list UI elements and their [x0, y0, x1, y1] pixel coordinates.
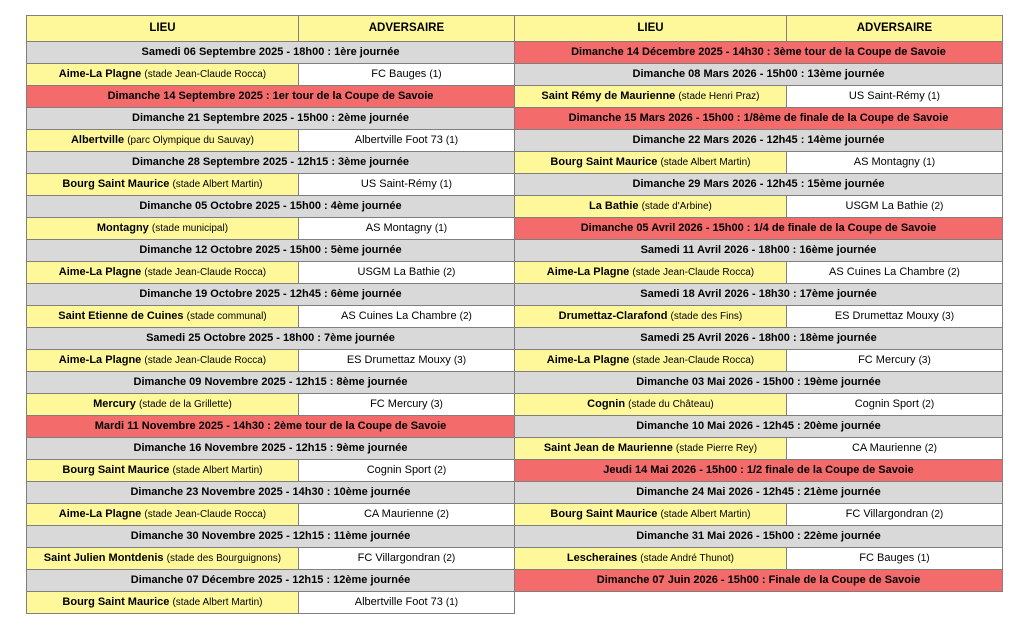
matchday-row	[515, 240, 1003, 262]
opponent-cell	[298, 394, 514, 416]
opponent-level: (2)	[931, 201, 944, 212]
stadium-name: (stade Jean-Claude Rocca)	[144, 69, 267, 80]
matchday-row	[27, 328, 515, 350]
opponent-cell	[786, 548, 1002, 570]
matchday-row	[515, 526, 1003, 548]
schedule-table-left	[26, 15, 515, 614]
match-row	[27, 460, 515, 482]
matchday-row	[27, 152, 515, 174]
schedule-body-left	[27, 42, 515, 614]
opponent-level: (1)	[434, 223, 448, 234]
venue-cell	[515, 196, 787, 218]
matchday-label: Dimanche 07 Décembre 2025 - 12h15 : 12ème journée	[27, 570, 515, 592]
matchday-row	[27, 526, 515, 548]
matchday-row	[515, 416, 1003, 438]
cup-round-label: Mardi 11 Novembre 2025 - 14h30 : 2ème tour de la Coupe de Savoie	[27, 416, 515, 438]
matchday-row	[27, 196, 515, 218]
venue-name: Saint Jean de Maurienne	[543, 442, 673, 454]
matchday-row	[27, 482, 515, 504]
venue-name: Aime-La Plagne	[58, 354, 142, 366]
match-row	[515, 152, 1003, 174]
cup-round-row	[27, 416, 515, 438]
venue-name: Bourg Saint Maurice	[550, 156, 658, 168]
stadium-name: (stade Albert Martin)	[172, 597, 263, 608]
opponent-name: Cognin Sport	[854, 398, 919, 410]
matchday-label: Samedi 11 Avril 2026 - 18h00 : 16ème journée	[515, 240, 1003, 262]
opponent-name: US Saint-Rémy	[848, 90, 925, 102]
venue-cell	[515, 350, 787, 372]
venue-cell	[27, 174, 299, 196]
opponent-level: (2)	[924, 443, 937, 454]
stadium-name: (stade des Bourguignons)	[166, 553, 282, 564]
opponent-level: (1)	[917, 553, 930, 564]
venue-cell	[515, 306, 787, 328]
opponent-level: (2)	[436, 509, 449, 520]
opponent-cell	[298, 64, 514, 86]
header-adversaire: ADVERSAIRE	[786, 16, 1002, 42]
venue-name: Saint Rémy de Maurienne	[541, 90, 676, 102]
matchday-label: Dimanche 09 Novembre 2025 - 12h15 : 8ème journée	[27, 372, 515, 394]
venue-cell	[515, 504, 787, 526]
opponent-cell	[786, 262, 1002, 284]
venue-cell	[515, 262, 787, 284]
opponent-level: (2)	[433, 465, 447, 476]
matchday-row	[515, 482, 1003, 504]
venue-name: Aime-La Plagne	[58, 266, 142, 278]
opponent-cell	[298, 130, 514, 152]
cup-round-label: Dimanche 14 Décembre 2025 - 14h30 : 3ème tour de la Coupe de Savoie	[515, 42, 1003, 64]
opponent-name: CA Maurienne	[851, 442, 922, 454]
venue-cell	[27, 306, 299, 328]
opponent-cell	[786, 350, 1002, 372]
stadium-name: (stade Jean-Claude Rocca)	[144, 509, 267, 520]
matchday-label: Dimanche 22 Mars 2026 - 12h45 : 14ème journée	[515, 130, 1003, 152]
opponent-name: FC Bauges	[371, 68, 427, 80]
matchday-label: Dimanche 03 Mai 2026 - 15h00 : 19ème journée	[515, 372, 1003, 394]
cup-round-row	[27, 86, 515, 108]
matchday-label: Dimanche 24 Mai 2026 - 12h45 : 21ème journée	[515, 482, 1003, 504]
venue-cell	[27, 262, 299, 284]
venue-name: Albertville	[70, 134, 125, 146]
opponent-name: CA Maurienne	[363, 508, 434, 520]
opponent-name: AS Montagny	[365, 222, 432, 234]
opponent-name: Albertville Foot 73	[354, 596, 443, 608]
match-row	[27, 548, 515, 570]
opponent-cell	[298, 350, 514, 372]
cup-round-label: Dimanche 14 Septembre 2025 : 1er tour de la Coupe de Savoie	[27, 86, 515, 108]
opponent-name: FC Mercury	[858, 354, 916, 366]
matchday-label: Dimanche 05 Octobre 2025 - 15h00 : 4ème journée	[27, 196, 515, 218]
header-lieu: LIEU	[515, 16, 787, 42]
match-row	[27, 218, 515, 240]
cup-round-label: Dimanche 07 Juin 2026 - 15h00 : Finale de la Coupe de Savoie	[515, 570, 1003, 592]
opponent-cell	[786, 504, 1002, 526]
matchday-row	[27, 284, 515, 306]
matchday-row	[515, 64, 1003, 86]
matchday-label: Dimanche 19 Octobre 2025 - 12h45 : 6ème journée	[27, 284, 515, 306]
venue-cell	[27, 504, 299, 526]
opponent-cell	[786, 196, 1002, 218]
opponent-cell	[298, 548, 514, 570]
matchday-label: Dimanche 21 Septembre 2025 - 15h00 : 2ème journée	[27, 108, 515, 130]
venue-cell	[27, 592, 299, 614]
matchday-label: Samedi 25 Octobre 2025 - 18h00 : 7ème journée	[27, 328, 515, 350]
matchday-label: Dimanche 12 Octobre 2025 - 15h00 : 5ème journée	[27, 240, 515, 262]
matchday-label: Dimanche 31 Mai 2026 - 15h00 : 22ème journée	[515, 526, 1003, 548]
matchday-row	[27, 42, 515, 64]
opponent-name: FC Mercury	[370, 398, 428, 410]
opponent-cell	[298, 174, 514, 196]
opponent-cell	[786, 306, 1002, 328]
stadium-name: (stade Jean-Claude Rocca)	[144, 267, 267, 278]
venue-cell	[515, 438, 787, 460]
opponent-name: FC Bauges	[859, 552, 915, 564]
matchday-row	[27, 240, 515, 262]
match-row	[27, 262, 515, 284]
matchday-label: Samedi 06 Septembre 2025 - 18h00 : 1ère journée	[27, 42, 515, 64]
opponent-cell	[786, 86, 1002, 108]
venue-cell	[27, 64, 299, 86]
matchday-row	[515, 284, 1003, 306]
venue-cell	[27, 350, 299, 372]
venue-name: Aime-La Plagne	[58, 508, 142, 520]
matchday-row	[27, 372, 515, 394]
opponent-level: (1)	[439, 179, 452, 190]
venue-name: Montagny	[96, 222, 149, 234]
matchday-row	[515, 174, 1003, 196]
match-row	[515, 394, 1003, 416]
schedule-table-right	[514, 15, 1003, 592]
opponent-level: (3)	[453, 355, 467, 366]
stadium-name: (stade de la Grillette)	[138, 399, 232, 410]
stadium-name: (stade Albert Martin)	[660, 509, 751, 520]
match-row	[27, 394, 515, 416]
matchday-label: Dimanche 30 Novembre 2025 - 12h15 : 11ème journée	[27, 526, 515, 548]
opponent-level: (2)	[443, 553, 456, 564]
stadium-name: (stade municipal)	[151, 223, 229, 234]
opponent-level: (3)	[941, 311, 955, 322]
opponent-name: AS Montagny	[853, 156, 920, 168]
matchday-row	[515, 328, 1003, 350]
opponent-name: ES Drumettaz Mouxy	[834, 310, 939, 322]
cup-round-row	[515, 570, 1003, 592]
matchday-label: Samedi 25 Avril 2026 - 18h00 : 18ème journée	[515, 328, 1003, 350]
stadium-name: (stade Albert Martin)	[172, 179, 263, 190]
matchday-label: Dimanche 29 Mars 2026 - 12h45 : 15ème journée	[515, 174, 1003, 196]
venue-cell	[515, 152, 787, 174]
opponent-cell	[298, 504, 514, 526]
stadium-name: (stade Jean-Claude Rocca)	[632, 267, 755, 278]
opponent-level: (2)	[947, 267, 960, 278]
match-row	[515, 350, 1003, 372]
matchday-label: Dimanche 28 Septembre 2025 - 12h15 : 3ème journée	[27, 152, 515, 174]
stadium-name: (stade d'Arbine)	[641, 201, 712, 212]
header-row	[27, 16, 515, 42]
matchday-row	[27, 570, 515, 592]
opponent-name: Cognin Sport	[366, 464, 431, 476]
venue-cell	[27, 394, 299, 416]
match-row	[27, 350, 515, 372]
match-row	[515, 438, 1003, 460]
match-row	[515, 504, 1003, 526]
venue-cell	[27, 460, 299, 482]
opponent-level: (1)	[445, 597, 459, 608]
stadium-name: (stade André Thunot)	[640, 553, 735, 564]
matchday-row	[515, 372, 1003, 394]
venue-cell	[27, 548, 299, 570]
header-lieu: LIEU	[27, 16, 299, 42]
opponent-level: (3)	[430, 399, 443, 410]
venue-cell	[515, 394, 787, 416]
stadium-name: (stade Jean-Claude Rocca)	[144, 355, 267, 366]
stadium-name: (parc Olympique du Sauvay)	[127, 135, 254, 146]
stadium-name: (stade Jean-Claude Rocca)	[632, 355, 755, 366]
match-row	[27, 592, 515, 614]
match-row	[27, 130, 515, 152]
opponent-cell	[298, 592, 514, 614]
matchday-label: Dimanche 16 Novembre 2025 - 12h15 : 9ème journée	[27, 438, 515, 460]
opponent-cell	[298, 262, 514, 284]
opponent-cell	[298, 218, 514, 240]
cup-round-row	[515, 218, 1003, 240]
opponent-name: USGM La Bathie	[357, 266, 441, 278]
venue-name: Saint Etienne de Cuines	[58, 310, 184, 322]
match-row	[27, 504, 515, 526]
stadium-name: (stade Pierre Rey)	[675, 443, 758, 454]
stadium-name: (stade du Château)	[628, 399, 714, 410]
venue-name: Saint Julien Montdenis	[43, 552, 164, 564]
opponent-cell	[786, 394, 1002, 416]
opponent-name: ES Drumettaz Mouxy	[346, 354, 451, 366]
matchday-row	[515, 130, 1003, 152]
venue-cell	[515, 548, 787, 570]
venue-cell	[515, 86, 787, 108]
match-row	[515, 548, 1003, 570]
opponent-level: (2)	[443, 267, 456, 278]
match-row	[27, 306, 515, 328]
venue-name: La Bathie	[589, 200, 639, 212]
cup-round-row	[515, 108, 1003, 130]
stadium-name: (stade Henri Praz)	[678, 91, 760, 102]
match-row	[27, 174, 515, 196]
stadium-name: (stade Albert Martin)	[660, 157, 751, 168]
venue-name: Drumettaz-Clarafond	[558, 310, 668, 322]
match-row	[515, 86, 1003, 108]
match-row	[515, 196, 1003, 218]
opponent-name: Albertville Foot 73	[354, 134, 443, 146]
venue-name: Aime-La Plagne	[58, 68, 142, 80]
cup-round-row	[515, 460, 1003, 482]
opponent-cell	[786, 438, 1002, 460]
venue-name: Bourg Saint Maurice	[62, 464, 170, 476]
matchday-label: Dimanche 10 Mai 2026 - 12h45 : 20ème journée	[515, 416, 1003, 438]
opponent-level: (3)	[918, 355, 931, 366]
opponent-level: (1)	[927, 91, 940, 102]
match-row	[27, 64, 515, 86]
stadium-name: (stade des Fins)	[670, 311, 743, 322]
venue-name: Cognin	[587, 398, 626, 410]
venue-name: Bourg Saint Maurice	[550, 508, 658, 520]
cup-round-label: Dimanche 15 Mars 2026 - 15h00 : 1/8ème de finale de la Coupe de Savoie	[515, 108, 1003, 130]
opponent-level: (1)	[445, 135, 459, 146]
match-row	[515, 306, 1003, 328]
opponent-cell	[298, 460, 514, 482]
matchday-row	[27, 108, 515, 130]
opponent-level: (1)	[429, 69, 442, 80]
matchday-row	[27, 438, 515, 460]
venue-name: Bourg Saint Maurice	[62, 596, 170, 608]
opponent-cell	[786, 152, 1002, 174]
venue-cell	[27, 130, 299, 152]
opponent-name: US Saint-Rémy	[360, 178, 437, 190]
header-adversaire: ADVERSAIRE	[298, 16, 514, 42]
match-row	[515, 262, 1003, 284]
matchday-label: Dimanche 08 Mars 2026 - 15h00 : 13ème journée	[515, 64, 1003, 86]
venue-name: Lescheraines	[566, 552, 638, 564]
opponent-name: FC Villargondran	[357, 552, 440, 564]
venue-cell	[27, 218, 299, 240]
venue-name: Aime-La Plagne	[546, 354, 630, 366]
cup-round-label: Dimanche 05 Avril 2026 - 15h00 : 1/4 de finale de la Coupe de Savoie	[515, 218, 1003, 240]
opponent-level: (2)	[459, 311, 472, 322]
stadium-name: (stade communal)	[186, 311, 267, 322]
opponent-name: USGM La Bathie	[845, 200, 929, 212]
matchday-label: Samedi 18 Avril 2026 - 18h30 : 17ème journée	[515, 284, 1003, 306]
header-row	[515, 16, 1003, 42]
opponent-cell	[298, 306, 514, 328]
matchday-label: Dimanche 23 Novembre 2025 - 14h30 : 10ème journée	[27, 482, 515, 504]
schedule-body-right	[515, 42, 1003, 592]
opponent-name: AS Cuines La Chambre	[829, 266, 945, 278]
cup-round-label: Jeudi 14 Mai 2026 - 15h00 : 1/2 finale de la Coupe de Savoie	[515, 460, 1003, 482]
venue-name: Aime-La Plagne	[546, 266, 630, 278]
opponent-name: AS Cuines La Chambre	[341, 310, 457, 322]
venue-name: Bourg Saint Maurice	[62, 178, 170, 190]
venue-name: Mercury	[93, 398, 136, 410]
opponent-name: FC Villargondran	[845, 508, 928, 520]
cup-round-row	[515, 42, 1003, 64]
opponent-level: (2)	[931, 509, 944, 520]
opponent-level: (2)	[921, 399, 935, 410]
stadium-name: (stade Albert Martin)	[172, 465, 263, 476]
opponent-level: (1)	[922, 157, 936, 168]
